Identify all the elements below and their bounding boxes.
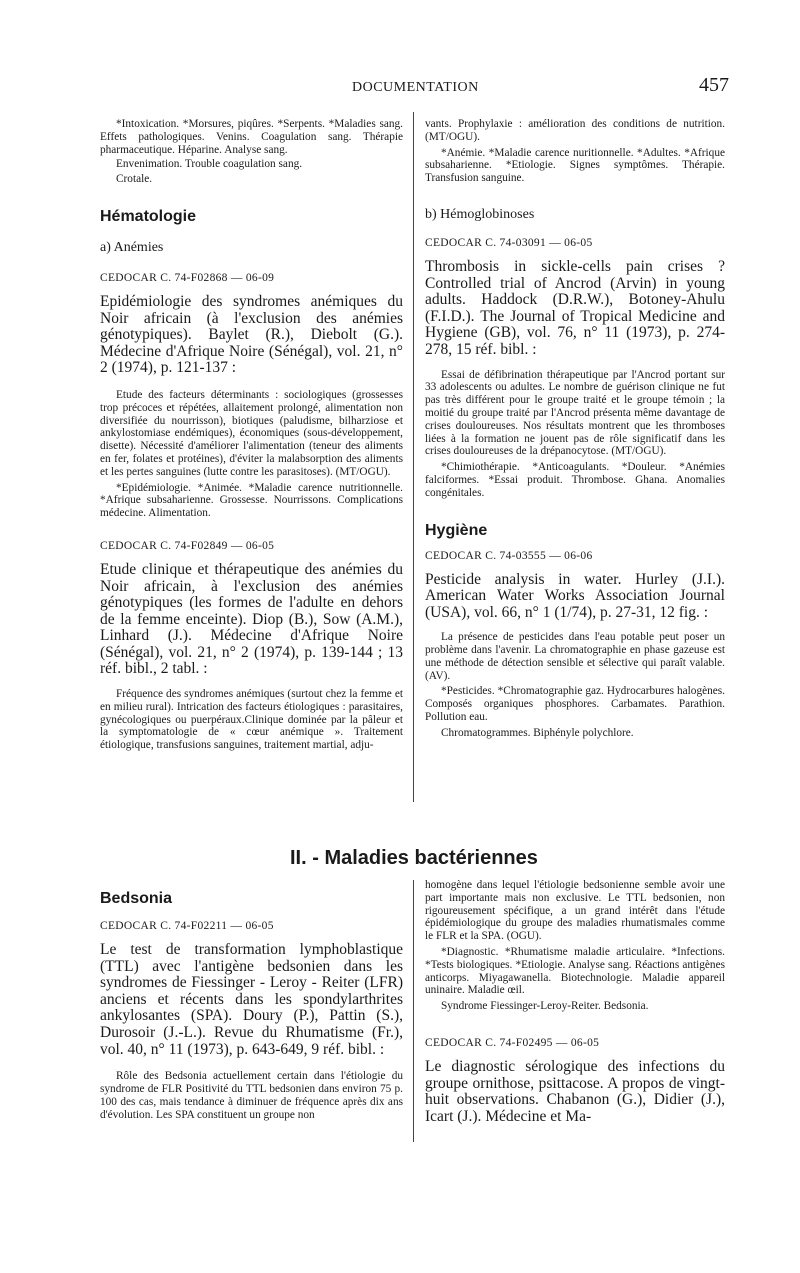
entry-4-keywords: *Pesticides. *Chromatographie gaz. Hydrocarbures halogènes. Composés organiques phosphores. Carbamates. Parathion. Pollution eau. [425,685,725,724]
entry-3-keywords: *Chimiothérapie. *Anticoagulants. *Douleur. *Anémies falciformes. *Essai produit. Thrombose. Ghana. Anomalies congénitales. [425,461,725,499]
entry-2-keywords: *Anémie. *Maladie carence nuritionnelle. *Adultes. *Afrique subsaharienne. *Etiologie. Signes symptômes. Thérapie. Transfusion sanguine. [425,146,725,185]
column-divider-bottom [413,880,414,1142]
running-head-title: DOCUMENTATION [352,80,479,95]
entry-5-keywords: *Diagnostic. *Rhumatisme maladie articulaire. *Infections. *Tests biologiques. *Etiologie. Analyse sang. Réactions antigènes anticorps. Miyagawanella. Biotechnologie. Maladie appareil uninaire. Maladie œil. [425,945,725,997]
entry-4-keywords-2: Chromatogrammes. Biphényle polychlore. [441,726,634,739]
entry-4-reference: CEDOCAR C. 74-03555 — 06-06 [425,549,593,562]
entry-5-abstract: Rôle des Bedsonia actuellement certain dans l'étiologie du syndrome de FLR Positivité du TTL bedsonien dans environ 75 p. 100 des cas, mais tendance à diminuer de fréquence après dix ans d'évolution. Les SPA constituent un groupe non [100,1070,403,1121]
entry-4-citation: Pesticide analysis in water. Hurley (J.I.). American Water Works Association Journal (USA), vol. 66, n° 1 (1/74), p. 27-31, 12 fig. : [425,570,725,621]
entry-2-abstract-continued: vants. Prophylaxie : amélioration des conditions de nutrition. (MT/OGU). [425,118,725,143]
bottom-right-column [425,879,725,1125]
bottom-left-column [100,890,403,1121]
entry-2-reference: CEDOCAR C. 74-F02849 — 06-05 [100,539,275,552]
entry-6-reference: CEDOCAR C. 74-F02495 — 06-05 [425,1036,600,1049]
entry-2-abstract: Fréquence des syndromes anémiques (surtout chez la femme et en milieu rural). Intrication des facteurs étiologiques : parasitaires, gynécologiques ou puerpéraux.Clinique dominée par la pâleur et la symptomatologie de « cœur anémique ». Traitement étiologique, transfusions sanguines, traitement martial, adju- [100,688,403,752]
entry-1-citation: Epidémiologie des syndromes anémiques du Noir africain (à l'exclusion des anémies génotypiques). Baylet (R.), Diebolt (G.). Médecine d'Afrique Noire (Sénégal), vol. 21, n° 2 (1974), p. 121-137 : [100,292,403,377]
left-column [100,118,403,752]
intro-keywords-2: Envenimation. Trouble coagulation sang. [116,158,303,171]
entry-5-keywords-2: Syndrome Fiessinger-Leroy-Reiter. Bedsonia. [441,1000,649,1013]
running-head [0,74,800,98]
entry-3-abstract: Essai de défibrination thérapeutique par l'Ancrod portant sur 33 adolescents ou adultes. Le nombre de guérison clinique ne fut pas très différent pour le groupe traité et le groupe témoin ; la moitié du groupe traité par l'Ancrod présenta même davantage de crises douloureuses. Nos résultats montrent que les thromboses liées à la formation ne jouent pas de rôle significatif dans les crises douloureuses de la drépanocytose. (MT/OGU). [425,368,725,458]
column-divider [413,112,414,802]
entry-5-abstract-continued: homogène dans lequel l'étiologie bedsonienne semble avoir une part importante mais non exclusive. Le TTL bedsonien, non rigoureusement spécifique, a un grand intérêt dans l'étude épidémiologique du groupe des maladies rhumatismales comme le FLR et la SPA. (OGU). [425,879,725,943]
page-number: 457 [699,74,729,96]
entry-3-citation: Thrombosis in sickle-cells pain crises ? Controlled trial of Ancrod (Arvin) in young adults. Haddock (D.R.W.), Botoney-Ahulu (F.I.D.). The Journal of Tropical Medicine and Hygiene (GB), vol. 76, n° 11 (1973), p. 274-278, 15 réf. bibl. : [425,257,725,358]
subsection-hemoglobinoses: b) Hémoglobinoses [425,206,535,222]
section-heading-bedsonia: Bedsonia [100,890,173,907]
entry-5-citation: Le test de transformation lymphoblastique (TTL) avec l'antigène bedsonien dans les syndromes de Fiessinger - Leroy - Reiter (LFR) anciens et récents dans les spondylarthrites ankylosantes (SPA). Doury (P.), Pattin (S.), Durosoir (J.-L.). Revue du Rhumatisme (Fr.), vol. 40, n° 11 (1973), p. 643-649, 9 réf. bibl. : [100,941,403,1058]
entry-1-keywords: *Epidémiologie. *Animée. *Maladie carence nutritionnelle. *Afrique subsaharienne. Grossesse. Nourrissons. Complications médecine. Alimentation. [100,481,403,520]
entry-4-abstract: La présence de pesticides dans l'eau potable peut poser un problème dans l'avenir. La chromatographie en phase gazeuse est une méthode de détection sensible et sélective qui paraît valable. (AV). [425,631,725,682]
subsection-anemies: a) Anémies [100,239,164,255]
entry-6-citation: Le diagnostic sérologique des infections du groupe ornithose, psittacose. A propos de vingt-huit observations. Chabanon (G.), Didier (J.), Icart (J.). Médecine et Ma- [425,1057,725,1125]
part-title: II. - Maladies bactériennes [290,847,538,869]
entry-1-abstract: Etude des facteurs déterminants : sociologiques (grossesses trop précoces et répétées, allaitement prolongé, alimentation non diversifiée du nourrisson), biotiques (paludisme, bilharziose et ankylostomiase endémiques), économiques (sous-développement, disette). Nécessité d'améliorer l'alimentation (teneur des aliments en fer, folates et protéines), d'éviter la malabsorption des aliments et les pertes sanguines (lutte contre les parasitoses). (MT/OGU). [100,388,403,478]
entry-3-reference: CEDOCAR C. 74-03091 — 06-05 [425,236,593,249]
right-column [425,118,725,740]
intro-keywords-3: Crotale. [116,173,153,186]
section-heading-hygiene: Hygiène [425,521,488,539]
entry-1-reference: CEDOCAR C. 74-F02868 — 06-09 [100,271,275,284]
intro-keywords: *Intoxication. *Morsures, piqûres. *Serpents. *Maladies sang. Effets pathologiques. Venins. Coagulation sang. Thérapie pharmaceutique. Héparine. Analyse sang. [100,118,403,156]
entry-2-citation: Etude clinique et thérapeutique des anémies du Noir africain, à l'exclusion des anémies génotypiques (les formes de l'adulte en dehors de la femme enceinte). Diop (B.), Sow (A.M.), Linhard (J.). Médecine d'Afrique Noire (Sénégal), vol. 21, n° 2 (1974), p. 139-144 ; 13 réf. bibl., 2 tabl. : [100,560,403,678]
entry-5-reference: CEDOCAR C. 74-F02211 — 06-05 [100,920,274,932]
section-heading-hematologie: Hématologie [100,207,197,225]
